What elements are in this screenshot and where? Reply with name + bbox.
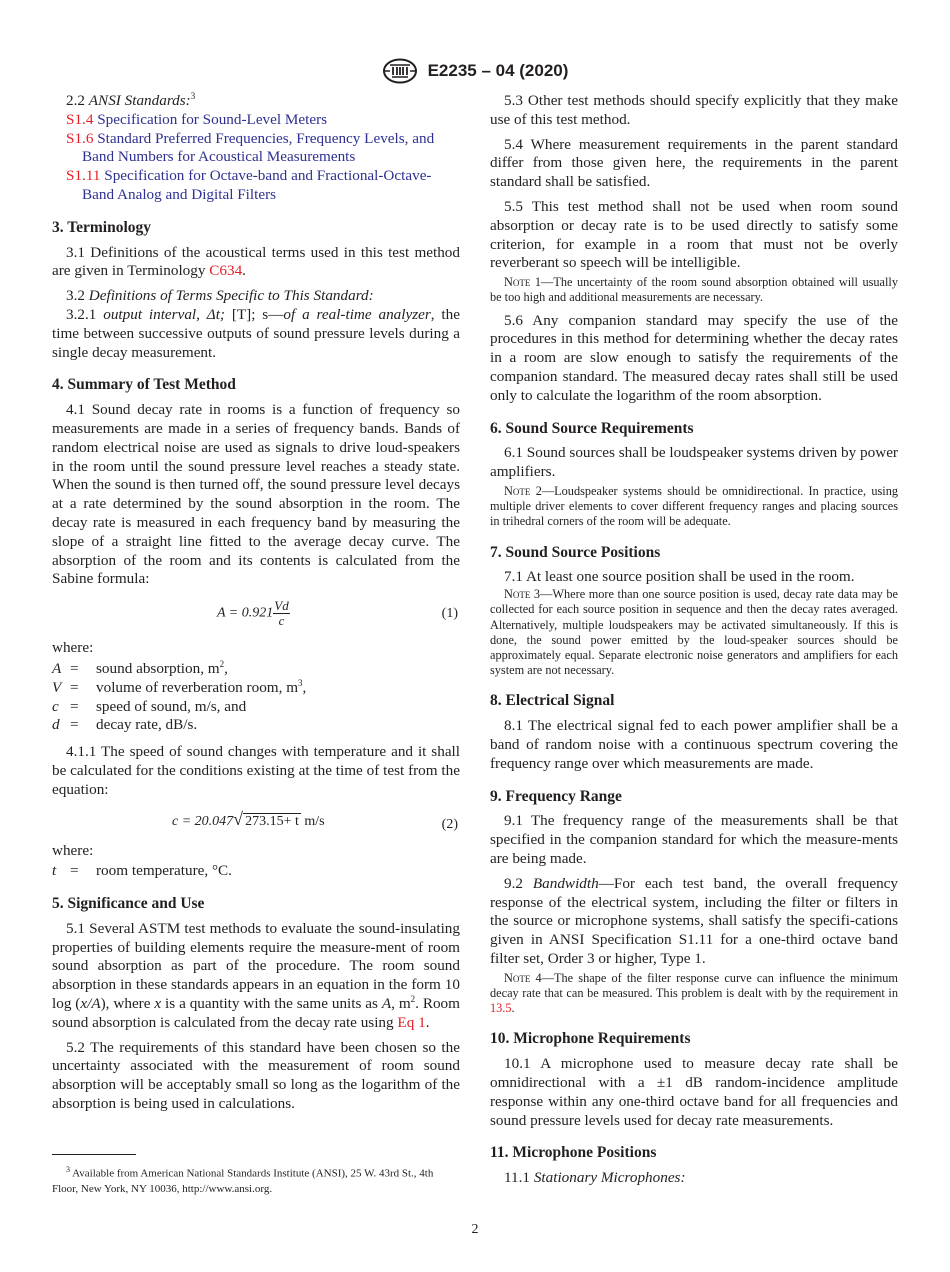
equation-1-label: (1) [441, 606, 458, 622]
reference-code[interactable]: S1.11 [66, 167, 101, 185]
section-8-heading: 8. Electrical Signal [490, 692, 615, 710]
definitions-list-2 [52, 862, 460, 881]
left-column [52, 92, 460, 1120]
where-label-2: where: [52, 841, 94, 859]
footnote-text: Available from American National Standards Institute (ANSI), 25 W. 43rd St., 4th Floor, New York, NY 10036, http://www.ansi.org. [52, 1167, 434, 1195]
reference-code[interactable]: S1.6 [66, 129, 94, 147]
paragraph-11-1: 11.1 Stationary Microphones: [504, 1169, 686, 1187]
note-2: Note 2—Loudspeaker systems should be omnidirectional. In practice, using multiple driver elements to cover different frequency ranges and placing sources in trihedral corners of the room will be adequate. [490, 483, 898, 529]
section-6-heading: 6. Sound Source Requirements [490, 419, 694, 437]
equation-2-label: (2) [441, 816, 458, 832]
footnote-3 [52, 1162, 460, 1197]
footnote-divider [52, 1154, 136, 1155]
note-4: Note 4—The shape of the filter response curve can influence the minimum decay rate that can be measured. This problem is dealt with by the requirement in 13.5. [490, 970, 898, 1016]
paragraph-3-1: 3.1 Definitions of the acoustical terms used in this test method are given in Terminology C634. [52, 243, 460, 280]
section-9-heading: 9. Frequency Range [490, 787, 622, 805]
paragraph-5-6: 5.6 Any companion standard may specify the use of the procedures in this method for determining whether the decay rates in a room are slow enough to satisfy the requirements of the companion standard. The measured decay rates shall still be used only to calculate the logarithm of the room absorption. [490, 311, 898, 404]
section-11-heading: 11. Microphone Positions [490, 1144, 657, 1162]
paragraph-9-2: 9.2 Bandwidth—For each test band, the overall frequency response of the electrical system, including the filter or filters in the source or microphone systems, shall satisfy the specifi-cations given in ANSI Specification S1.11 for a one-third octave band filter set, Order 3 or higher, Type 1. [490, 874, 898, 967]
reference-code[interactable]: S1.4 [66, 110, 94, 128]
section-10-heading: 10. Microphone Requirements [490, 1030, 691, 1048]
equation-2-unit: m/s [304, 813, 325, 829]
note-1: Note 1—The uncertainty of the room sound absorption obtained will usually be too high and additional measurements are necessary. [490, 275, 898, 305]
paragraph-6-1: 6.1 Sound sources shall be loudspeaker systems driven by power amplifiers. [490, 444, 898, 481]
equation-1-denominator: c [278, 613, 285, 629]
equation-1-numerator: Vd [274, 598, 289, 614]
note-3: Note 3—Where more than one source position is used, decay rate data may be collected for each source position in sequence and then the decay rates averaged. Alternatively, multiple loudspeakers may be activated simultaneously. If this is done, the sound power emitted by the loud-speaker sources should be approximately equal. Separate electronic noise generators and amplifiers for each system are not necessary. [490, 587, 898, 678]
reference-title[interactable]: Specification for Octave-band and Fractional-Octave-Band Analog and Digital Filters [82, 167, 432, 203]
link-eq-1[interactable]: Eq 1 [397, 1013, 426, 1031]
paragraph-5-1: 5.1 Several ASTM test methods to evaluate the sound-insulating properties of building elements require the measure-ment of room sound absorption as part of the procedure. The room sound absorption in these standards appears in an equation in the form 10 log (x/A), where x is a quantity with the same units as A, $m^2$. Room sound absorption is calculated from the decay rate using Eq 1. [52, 919, 460, 1031]
equation-1 [52, 595, 460, 633]
definition-item: c = speed of sound, m/s, and [52, 697, 247, 715]
reference-s1-11[interactable] [52, 167, 460, 205]
link-c634[interactable]: C634 [209, 262, 243, 280]
where-label-1: where: [52, 639, 94, 657]
paragraph-7-1: 7.1 At least one source position shall be used in the room. [504, 568, 855, 586]
page-number: 2 [471, 1222, 479, 1237]
paragraph-4-1: 4.1 Sound decay rate in rooms is a function of frequency so measurements are made in a series of frequency bands. Bands of random electrical noise are used as signals to drive loud-speakers in the room until the sound pressure level reaches a steady state. When the sound is then turned off, the sound pressure level decays at a rate determined by the sound absorption in the room. The decay rate is measured in each frequency band by measuring the slope of a straight line fitted to the average decay curve. The absorption of the room and its contents is calculated from the Sabine formula: [52, 401, 460, 588]
paragraph-5-3: 5.3 Other test methods should specify explicitly that they make use of this test method. [490, 92, 898, 128]
reference-s1-4[interactable] [52, 111, 460, 130]
equation-2: c = 20.047√ 273.15+ t m/s (2) [52, 806, 460, 836]
section-4-heading: 4. Summary of Test Method [52, 376, 236, 394]
paragraph-8-1: 8.1 The electrical signal fed to each power amplifier shall be a band of random noise with a continuous spectrum covering the frequency range over which measurements are made. [490, 717, 898, 772]
reference-s1-6[interactable] [52, 130, 460, 168]
definition-item: d = decay rate, dB/s. [52, 716, 198, 734]
definitions-list-1 [52, 660, 460, 735]
standard-designation: E2235 – 04 (2020) [427, 61, 569, 80]
paragraph-3-2-1: 3.2.1 output interval, Δt; [T]; s—of a real-time analyzer, the time between successive outputs of sound pressure levels during a single decay measurement. [52, 305, 460, 361]
astm-logo-icon [382, 58, 418, 84]
paragraph-5-5: 5.5 This test method shall not be used when room sound absorption or decay rate is to be used directly to satisfy some criterion, for example in a room that must not be overly reverberant so speech will be intelligible. [490, 197, 898, 272]
section-3-heading: 3. Terminology [52, 218, 152, 236]
equation-2-radicand: 273.15+ t [245, 813, 299, 829]
definition-item: A = sound absorption, $m^2$, [52, 658, 228, 677]
page-header [0, 58, 950, 84]
paragraph-5-2: 5.2 The requirements of this standard have been chosen so the uncertainty associated with the measurement of room sound absorption will be acceptably small so long as the logarithm of the absorption is being used in calculations. [52, 1038, 460, 1113]
paragraph-9-1: 9.1 The frequency range of the measurements shall be that specified in the companion standard for which the measure-ments are being made. [490, 812, 898, 867]
paragraph-4-1-1: 4.1.1 The speed of sound changes with temperature and it shall be calculated for the conditions existing at the time of test from the equation: [52, 743, 460, 798]
equation-2-lhs: c = 20.047 [172, 813, 234, 829]
paragraph-10-1: 10.1 A microphone used to measure decay rate shall be omnidirectional with a ±1 dB random-incidence amplitude response within any one-third octave band for all frequencies and sound pressure levels used for decay rate measurements. [490, 1055, 898, 1129]
paragraph-5-4: 5.4 Where measurement requirements in the parent standard differ from those given here, the requirements in the parent standard shall be satisfied. [490, 135, 898, 191]
reference-title[interactable]: Standard Preferred Frequencies, Frequency Levels, and Band Numbers for Acoustical Measurements [82, 129, 435, 166]
paragraph-3-2: 3.2 Definitions of Terms Specific to This Standard: [66, 287, 374, 305]
section-2-2: 2.2 ANSI Standards:$^3$ [66, 90, 196, 109]
right-column [490, 92, 898, 1194]
definition-item: t = room temperature, °C. [52, 862, 232, 880]
reference-title[interactable]: Specification for Sound-Level Meters [97, 110, 328, 128]
section-5-heading: 5. Significance and Use [52, 895, 205, 913]
link-13-5[interactable]: 13.5 [490, 1001, 512, 1016]
definition-item: V = volume of reverberation room, $m^3$, [52, 677, 307, 696]
footnote-mark: 3 [66, 1165, 70, 1174]
section-7-heading: 7. Sound Source Positions [490, 543, 661, 561]
equation-1-lhs: A = 0.921 [217, 605, 274, 621]
